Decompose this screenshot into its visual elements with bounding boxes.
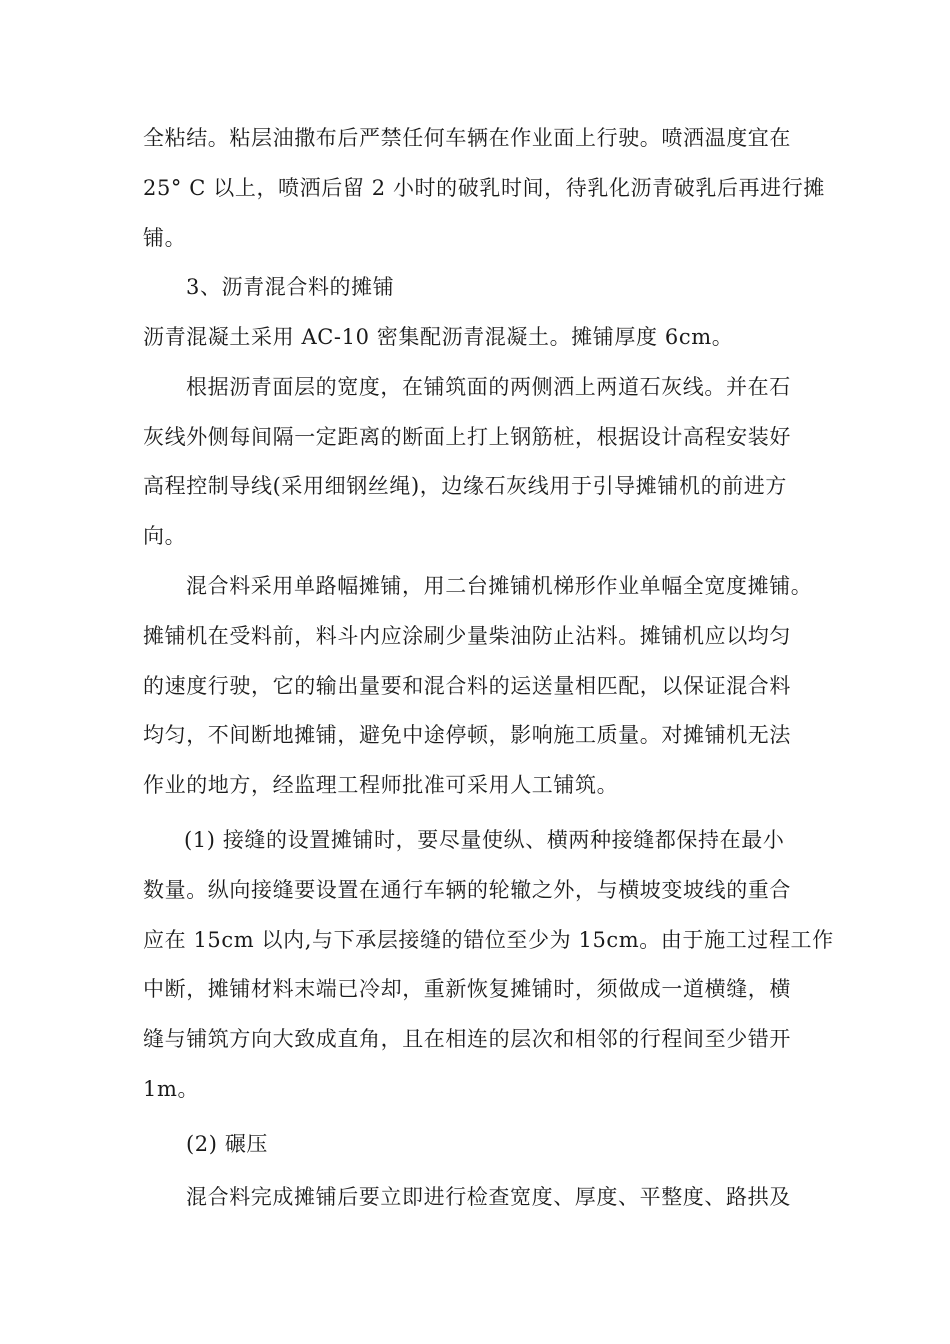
text-line: 缝与铺筑方向大致成直角，且在相连的层次和相邻的行程间至少错开 [143, 1027, 791, 1051]
text-line: 作业的地方，经监理工程师批准可采用人工铺筑。 [143, 773, 619, 797]
text-line: 沥青混凝土采用 AC-10 密集配沥青混凝土。摊铺厚度 6cm。 [143, 325, 734, 349]
section-heading: 3、沥青混合料的摊铺 [186, 275, 395, 299]
text-line: 根据沥青面层的宽度，在铺筑面的两侧洒上两道石灰线。并在石 [186, 375, 791, 399]
text-line: 应在 15cm 以内,与下承层接缝的错位至少为 15cm。由于施工过程工作 [143, 928, 834, 952]
text-line: 1m。 [143, 1077, 200, 1101]
text-line: 中断，摊铺材料末端已冷却，重新恢复摊铺时，须做成一道横缝，横 [143, 977, 791, 1001]
text-line: 25° C 以上，喷洒后留 2 小时的破乳时间，待乳化沥青破乳后再进行摊 [143, 176, 825, 200]
text-line: 均匀，不间断地摊铺，避免中途停顿，影响施工质量。对摊铺机无法 [143, 723, 791, 747]
text-line: 全粘结。粘层油撒布后严禁任何车辆在作业面上行驶。喷洒温度宜在 [143, 126, 791, 150]
text-line: (1) 接缝的设置摊铺时，要尽量使纵、横两种接缝都保持在最小 [184, 828, 785, 852]
subsection-heading: (2) 碾压 [186, 1132, 269, 1156]
text-line: 铺。 [143, 226, 187, 250]
text-line: 高程控制导线(采用细钢丝绳)，边缘石灰线用于引导摊铺机的前进方 [143, 474, 787, 498]
text-line: 数量。纵向接缝要设置在通行车辆的轮辙之外，与横坡变坡线的重合 [143, 878, 791, 902]
text-line: 的速度行驶，它的输出量要和混合料的运送量相匹配，以保证混合料 [143, 674, 791, 698]
text-line: 混合料采用单路幅摊铺，用二台摊铺机梯形作业单幅全宽度摊铺。 [186, 574, 813, 598]
text-line: 向。 [143, 524, 187, 548]
text-line: 灰线外侧每间隔一定距离的断面上打上钢筋桩，根据设计高程安装好 [143, 425, 791, 449]
text-line: 摊铺机在受料前，料斗内应涂刷少量柴油防止沾料。摊铺机应以均匀 [143, 624, 791, 648]
text-line: 混合料完成摊铺后要立即进行检查宽度、厚度、平整度、路拱及 [186, 1185, 791, 1209]
